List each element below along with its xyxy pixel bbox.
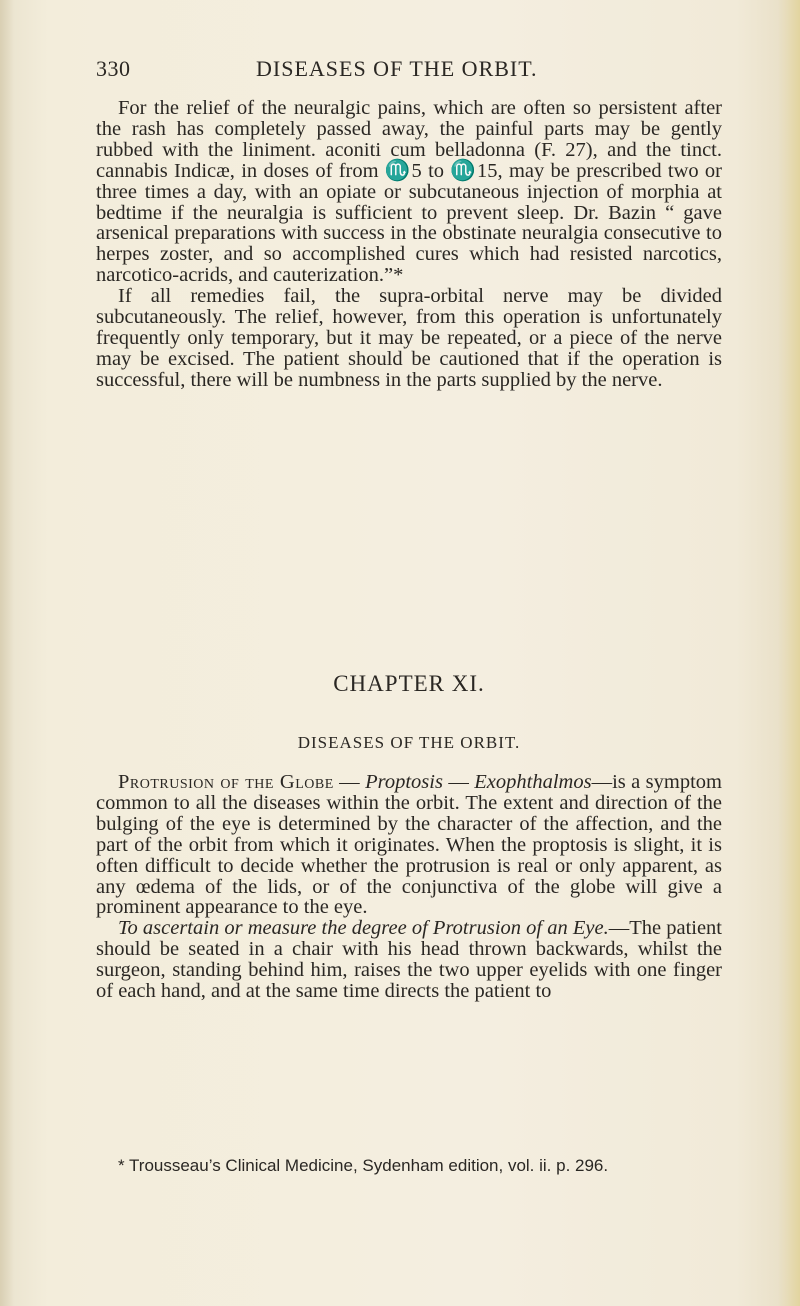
page-gutter-shadow [0,0,14,1306]
paragraph-measure-protrusion [96,918,722,1002]
footnote-text: * Trousseau’s Clinical Medicine, Sydenham edition, vol. ii. p. 296. [118,1156,609,1175]
chapter-heading: CHAPTER XI. [333,671,485,696]
paragraph-protrusion [96,772,722,918]
body-text [96,98,722,391]
chapter-text [96,772,722,1002]
paragraph-neuralgia-treatment: For the relief of the neuralgic pains, which are often so persistent after the rash has completely passed away, the painful parts may be gently rubbed with the liniment. aconiti cum belladonna (F. 27), and the tinct. cannabis Indicæ, in doses of from ♏5 to ♏15, may be prescribed two or three times a day, with an opiate or subcutaneous injection of morphia at bedtime if the neuralgia is sufficient to prevent sleep. Dr. Bazin “ gave arsenical preparations with success in the obstinate neuralgia consecutive to herpes zoster, and so accomplished cures which had resisted narcotics, narcotico-acrids, and cauterization.”* [96,97,722,287]
dash: — [333,771,366,793]
paragraph-measure-text: —The patient should be seated in a chair with his head thrown backwards, whilst the surgeon, standing behind him, raises the two upper eyelids with one finger of each hand, and at the same time directs the patient to [96,917,723,1003]
footnote [96,1155,722,1176]
running-head [96,56,716,86]
subsection-title: To ascertain or measure the degree of Protrusion of an Eye. [118,917,609,940]
page-number: 330 [96,56,131,81]
running-title: DISEASES OF THE ORBIT. [256,56,538,81]
term-proptosis: Proptosis [365,771,443,793]
paragraph-nerve-division: If all remedies fail, the supra-orbital nerve may be divided subcutaneously. The relief, however, from this operation is unfortunately frequently only temporary, but it may be repeated, or a piece of the nerve may be excised. The patient should be cautioned that if the operation is successful, there will be numbness in the parts supplied by the nerve. [96,285,722,391]
paragraph-protrusion-text: —is a symptom common to all the diseases within the orbit. The extent and direction of the bulging of the eye is determined by the character of the affection, and the part of the orbit from which it originates. When the proptosis is slight, it is often difficult to decide whether the protrusion is real or only apparent, as any œdema of the lids, or of the conjunctiva of the globe will give a prominent appearance to the eye. [96,771,723,919]
section-lead: Protrusion of the Globe [118,771,334,793]
chapter-subheading: DISEASES OF THE ORBIT. [297,733,521,752]
page-edge-discoloration [778,0,800,1306]
dash: — [442,771,475,793]
term-exophthalmos: Exophthalmos [474,771,592,793]
